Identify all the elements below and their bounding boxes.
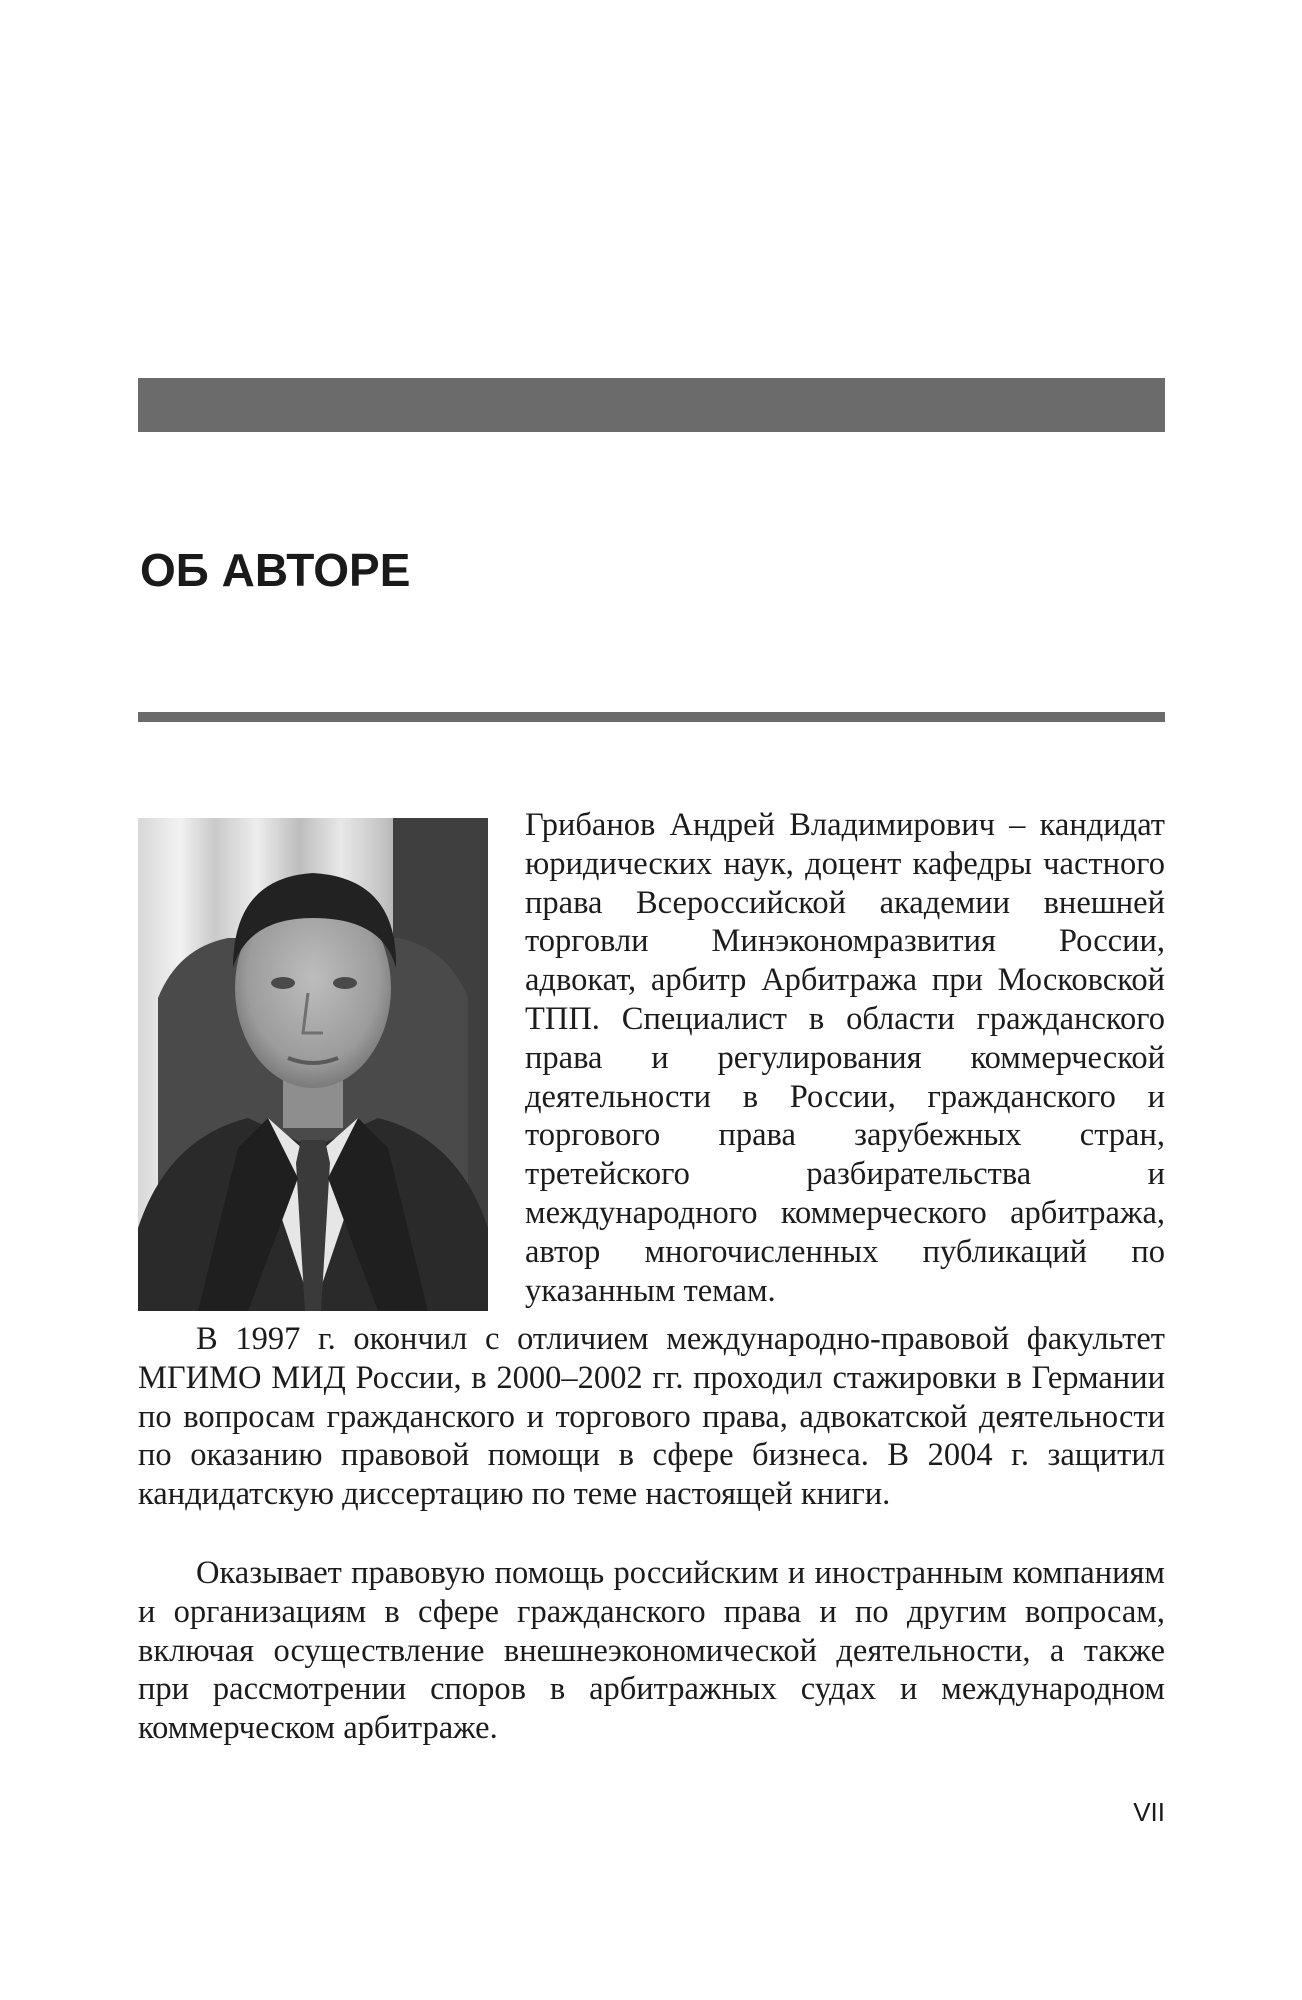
page-title: ОБ АВТОРЕ <box>140 544 411 596</box>
header-rule-bottom <box>138 712 1165 722</box>
author-bio: Грибанов Андрей Владимирович – кандидат юридических наук, доцент кафедры частного права Всероссийской академии внешней торговли Минэкономразвития России, адвокат, арбитр Арбитража при Московской ТПП. Специалист в области гражданского права и регулирования коммерческой деятельности в России, гражданского и торгового права зарубежных стран, третейского разбирательства и международного коммерческого арбитража, автор многочисленных публикаций по указанным темам. <box>525 807 1165 1309</box>
header-rule-top <box>138 378 1165 432</box>
page-number: VII <box>1133 1797 1165 1827</box>
biography-paragraph-2: Оказывает правовую помощь российским и иностранным компаниям и организациям в сфере гражданского права и по другим вопросам, включая осуществление внешнеэкономической деятельности, а также при рассмотрении споров в арбитражных судах и международном коммерческом арбитраже. <box>138 1555 1165 1747</box>
biography-paragraph-1: В 1997 г. окончил с отличием международно-правовой факультет МГИМО МИД России, в 2000–2002 гг. проходил стажировки в Германии по вопросам гражданского и торгового права, адвокатской деятельности по оказанию правовой помощи в сфере бизнеса. В 2004 г. защитил кандидатскую диссертацию по теме настоящей книги. <box>138 1321 1165 1513</box>
author-photo <box>138 818 488 1311</box>
